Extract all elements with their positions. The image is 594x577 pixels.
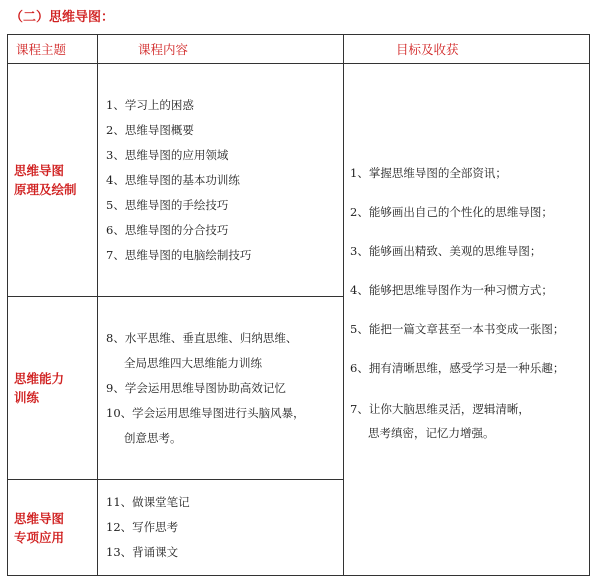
header-goals: 目标及收获 [344, 35, 590, 64]
content-item: 11、做课堂笔记 [106, 495, 190, 509]
content-item: 5、思维导图的手绘技巧 [106, 197, 229, 212]
module-content [98, 480, 344, 576]
content-item: 12、写作思考 [106, 520, 179, 534]
module-row [8, 64, 590, 297]
header-content: 课程内容 [98, 35, 344, 64]
goal-item: 4、能够把思维导图作为一种习惯方式； [350, 283, 553, 297]
content-item: 10、学会运用思维导图进行头脑风暴， [106, 405, 305, 420]
content-item: 6、思维导图的分合技巧 [106, 222, 229, 237]
course-table [7, 34, 590, 576]
goal-line: 思考缜密，记忆力增强。 [368, 426, 495, 440]
module-content [98, 64, 344, 297]
content-item: 8、水平思维、垂直思维、归纳思维、 [106, 330, 298, 345]
section-title: （二）思维导图： [10, 10, 115, 25]
content-item: 全局思维四大思维能力训练 [124, 355, 262, 370]
module-topic [8, 297, 98, 480]
content-item: 1、学习上的困惑 [106, 97, 194, 112]
header-topic: 课程主题 [8, 35, 98, 64]
goal-item: 6、拥有清晰思维，感受学习是一种乐趣； [350, 361, 565, 375]
goal-item [350, 398, 589, 444]
topic-line: 思维导图 [14, 163, 65, 178]
content-item: 13、背诵课文 [106, 545, 179, 559]
topic-line: 训练 [14, 390, 40, 405]
content-item: 创意思考。 [124, 430, 182, 445]
content-item: 7、思维导图的电脑绘制技巧 [106, 247, 252, 262]
content-item: 4、思维导图的基本功训练 [106, 172, 240, 187]
topic-line: 原理及绘制 [14, 182, 77, 197]
goal-item: 5、能把一篇文章甚至一本书变成一张图； [350, 322, 565, 336]
topic-line: 思维导图 [14, 510, 65, 526]
goal-item: 1、掌握思维导图的全部资讯； [350, 166, 507, 180]
header-row [8, 35, 590, 64]
goal-line: 7、让你大脑思维灵活，逻辑清晰， [350, 402, 530, 416]
topic-line: 思维能力 [14, 371, 65, 386]
content-item: 9、学会运用思维导图协助高效记忆 [106, 380, 286, 395]
content-item: 3、思维导图的应用领域 [106, 147, 229, 162]
content-item: 2、思维导图概要 [106, 122, 194, 137]
module-content [98, 297, 344, 480]
topic-line: 专项应用 [14, 529, 65, 545]
goals-cell [344, 64, 590, 576]
goal-item: 3、能够画出精致、美观的思维导图； [350, 244, 542, 258]
goal-item: 2、能够画出自己的个性化的思维导图； [350, 205, 553, 219]
module-topic [8, 480, 98, 576]
module-topic [8, 64, 98, 297]
